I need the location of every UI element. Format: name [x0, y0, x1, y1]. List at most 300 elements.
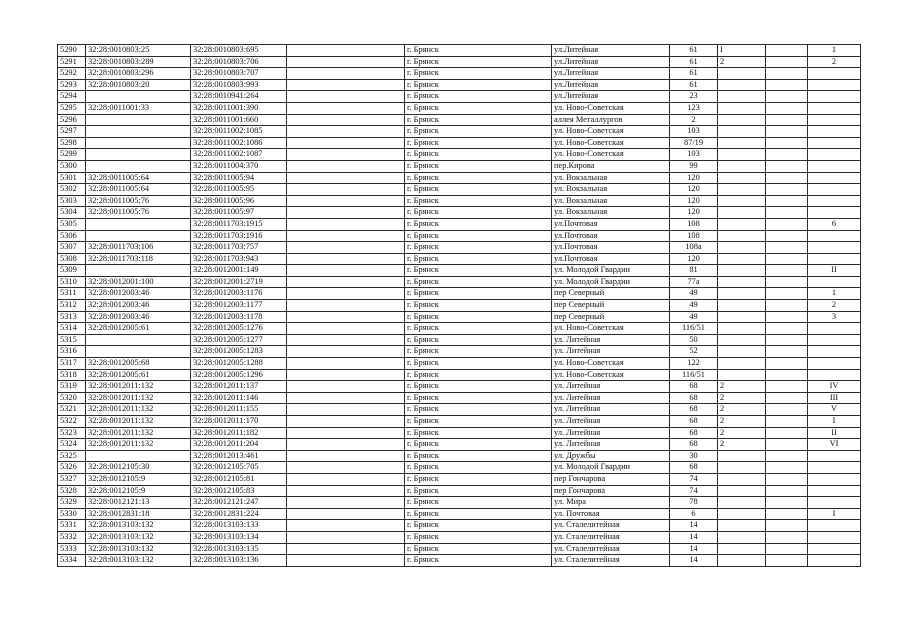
cell-parent-cadastral-number: 32:28:0011001:33: [86, 102, 191, 114]
cell-building: [718, 114, 766, 126]
table-row: [58, 346, 861, 358]
cell-apartment: [766, 56, 808, 68]
cell-blank-column: [287, 137, 405, 149]
table-row: [58, 207, 861, 219]
cell-parent-cadastral-number: 32:28:0012011:132: [86, 404, 191, 416]
cell-parent-cadastral-number: 32:28:0012003:46: [86, 311, 191, 323]
cell-building: [718, 137, 766, 149]
cell-building: [718, 102, 766, 114]
cell-unit-number: [808, 450, 861, 462]
cell-street: пер.Кирова: [552, 160, 670, 172]
table-row: [58, 265, 861, 277]
cell-blank-column: [287, 242, 405, 254]
cell-house-number: 120: [670, 172, 718, 184]
table-row: [58, 392, 861, 404]
cell-unit-number: [808, 485, 861, 497]
table-row: [58, 439, 861, 451]
cell-house-number: 74: [670, 473, 718, 485]
cell-house-number: 116/51: [670, 369, 718, 381]
cell-parent-cadastral-number: 32:28:0012121:13: [86, 497, 191, 509]
cell-unit-number: 2: [808, 300, 861, 312]
cell-apartment: [766, 416, 808, 428]
cell-street: ул. Почтовая: [552, 508, 670, 520]
cell-unit-number: [808, 91, 861, 103]
cell-house-number: 120: [670, 207, 718, 219]
cell-row-number: 5332: [58, 531, 86, 543]
cell-parent-cadastral-number: 32:28:0012011:132: [86, 427, 191, 439]
cell-apartment: [766, 91, 808, 103]
cell-cadastral-number: 32:28:0011005:95: [191, 184, 287, 196]
cell-row-number: 5319: [58, 381, 86, 393]
cell-street: ул.Литейная: [552, 91, 670, 103]
cell-apartment: [766, 358, 808, 370]
cell-unit-number: [808, 126, 861, 138]
cell-cadastral-number: 32:28:0012011:146: [191, 392, 287, 404]
cell-row-number: 5301: [58, 172, 86, 184]
cell-row-number: 5316: [58, 346, 86, 358]
cell-city: г. Брянск: [405, 184, 552, 196]
cell-row-number: 5302: [58, 184, 86, 196]
cell-street: ул. Литейная: [552, 392, 670, 404]
records-table: [57, 44, 861, 567]
cell-blank-column: [287, 381, 405, 393]
table-row: [58, 404, 861, 416]
cell-parent-cadastral-number: [86, 265, 191, 277]
cell-cadastral-number: 32:28:0012011:182: [191, 427, 287, 439]
cell-building: [718, 300, 766, 312]
cell-parent-cadastral-number: [86, 91, 191, 103]
cell-city: г. Брянск: [405, 102, 552, 114]
cell-house-number: 68: [670, 392, 718, 404]
cell-parent-cadastral-number: 32:28:0011005:76: [86, 207, 191, 219]
cell-apartment: [766, 531, 808, 543]
cell-house-number: 68: [670, 404, 718, 416]
cell-apartment: [766, 137, 808, 149]
cell-house-number: 61: [670, 68, 718, 80]
cell-building: [718, 346, 766, 358]
cell-building: [718, 369, 766, 381]
cell-house-number: 108а: [670, 242, 718, 254]
cell-cadastral-number: 32:28:0010941:264: [191, 91, 287, 103]
cell-apartment: [766, 126, 808, 138]
cell-building: [718, 288, 766, 300]
cell-building: 2: [718, 439, 766, 451]
cell-apartment: [766, 79, 808, 91]
cell-row-number: 5294: [58, 91, 86, 103]
cell-house-number: 68: [670, 439, 718, 451]
cell-city: г. Брянск: [405, 520, 552, 532]
cell-row-number: 5326: [58, 462, 86, 474]
cell-row-number: 5308: [58, 253, 86, 265]
cell-row-number: 5313: [58, 311, 86, 323]
cell-building: [718, 334, 766, 346]
cell-street: ул. Ново-Советская: [552, 149, 670, 161]
cell-street: пер Северный: [552, 300, 670, 312]
cell-blank-column: [287, 531, 405, 543]
cell-row-number: 5314: [58, 323, 86, 335]
cell-unit-number: [808, 369, 861, 381]
cell-cadastral-number: 32:28:0013103:133: [191, 520, 287, 532]
cell-city: г. Брянск: [405, 126, 552, 138]
cell-blank-column: [287, 114, 405, 126]
cell-street: пер Гончарова: [552, 473, 670, 485]
cell-row-number: 5303: [58, 195, 86, 207]
cell-house-number: 6: [670, 508, 718, 520]
cell-blank-column: [287, 416, 405, 428]
cell-apartment: [766, 334, 808, 346]
cell-cadastral-number: 32:28:0012011:137: [191, 381, 287, 393]
cell-parent-cadastral-number: [86, 126, 191, 138]
cell-cadastral-number: 32:28:0012005:1288: [191, 358, 287, 370]
cell-apartment: [766, 242, 808, 254]
cell-blank-column: [287, 265, 405, 277]
cell-cadastral-number: 32:28:0011703:943: [191, 253, 287, 265]
table-row: [58, 358, 861, 370]
cell-cadastral-number: 32:28:0012001:149: [191, 265, 287, 277]
table-row: [58, 508, 861, 520]
table-row: [58, 462, 861, 474]
cell-street: пер Гончарова: [552, 485, 670, 497]
table-row: [58, 497, 861, 509]
cell-apartment: [766, 404, 808, 416]
cell-house-number: 52: [670, 346, 718, 358]
cell-street: ул. Сталелитейная: [552, 520, 670, 532]
cell-unit-number: [808, 184, 861, 196]
cell-city: г. Брянск: [405, 68, 552, 80]
cell-cadastral-number: 32:28:0012005:1283: [191, 346, 287, 358]
cell-row-number: 5290: [58, 45, 86, 57]
cell-cadastral-number: 32:28:0012105:705: [191, 462, 287, 474]
cell-row-number: 5304: [58, 207, 86, 219]
cell-house-number: 120: [670, 184, 718, 196]
cell-street: ул.Почтовая: [552, 218, 670, 230]
cell-house-number: 87/19: [670, 137, 718, 149]
cell-city: г. Брянск: [405, 543, 552, 555]
document-page: [57, 44, 861, 567]
cell-house-number: 68: [670, 381, 718, 393]
cell-row-number: 5296: [58, 114, 86, 126]
cell-parent-cadastral-number: 32:28:0012011:132: [86, 416, 191, 428]
cell-unit-number: [808, 230, 861, 242]
cell-cadastral-number: 32:28:0011005:96: [191, 195, 287, 207]
table-row: [58, 195, 861, 207]
cell-street: ул. Ново-Советская: [552, 369, 670, 381]
cell-street: ул.Почтовая: [552, 253, 670, 265]
cell-parent-cadastral-number: [86, 160, 191, 172]
table-row: [58, 253, 861, 265]
cell-blank-column: [287, 126, 405, 138]
cell-parent-cadastral-number: 32:28:0010803:20: [86, 79, 191, 91]
cell-parent-cadastral-number: 32:28:0012005:61: [86, 323, 191, 335]
cell-street: ул. Ново-Советская: [552, 102, 670, 114]
cell-city: г. Брянск: [405, 462, 552, 474]
cell-street: ул. Дружбы: [552, 450, 670, 462]
cell-row-number: 5311: [58, 288, 86, 300]
cell-house-number: 14: [670, 531, 718, 543]
cell-parent-cadastral-number: 32:28:0011005:76: [86, 195, 191, 207]
cell-blank-column: [287, 45, 405, 57]
cell-cadastral-number: 32:28:0011002:1085: [191, 126, 287, 138]
cell-house-number: 123: [670, 102, 718, 114]
cell-unit-number: [808, 276, 861, 288]
cell-apartment: [766, 473, 808, 485]
cell-parent-cadastral-number: 32:28:0012011:132: [86, 392, 191, 404]
cell-row-number: 5328: [58, 485, 86, 497]
cell-street: ул.Литейная: [552, 45, 670, 57]
cell-apartment: [766, 497, 808, 509]
table-row: [58, 242, 861, 254]
cell-row-number: 5320: [58, 392, 86, 404]
cell-apartment: [766, 323, 808, 335]
cell-cadastral-number: 32:28:0012005:1277: [191, 334, 287, 346]
cell-cadastral-number: 32:28:0012105:83: [191, 485, 287, 497]
cell-building: I: [718, 45, 766, 57]
cell-street: ул.Литейная: [552, 79, 670, 91]
cell-street: ул. Литейная: [552, 346, 670, 358]
cell-blank-column: [287, 149, 405, 161]
cell-building: [718, 68, 766, 80]
cell-city: г. Брянск: [405, 404, 552, 416]
cell-unit-number: [808, 114, 861, 126]
cell-street: ул. Литейная: [552, 439, 670, 451]
cell-apartment: [766, 485, 808, 497]
cell-cadastral-number: 32:28:0011002:1087: [191, 149, 287, 161]
cell-street: аллея Металлургов: [552, 114, 670, 126]
cell-apartment: [766, 102, 808, 114]
cell-unit-number: [808, 323, 861, 335]
table-row: [58, 369, 861, 381]
cell-building: [718, 555, 766, 567]
cell-house-number: 61: [670, 79, 718, 91]
cell-street: ул. Вокзальная: [552, 195, 670, 207]
cell-row-number: 5318: [58, 369, 86, 381]
cell-cadastral-number: 32:28:0011703:1916: [191, 230, 287, 242]
cell-house-number: 61: [670, 56, 718, 68]
cell-city: г. Брянск: [405, 311, 552, 323]
table-row: [58, 102, 861, 114]
cell-blank-column: [287, 253, 405, 265]
cell-unit-number: [808, 242, 861, 254]
cell-building: 2: [718, 381, 766, 393]
cell-parent-cadastral-number: 32:28:0012105:30: [86, 462, 191, 474]
cell-cadastral-number: 32:28:0012003:1178: [191, 311, 287, 323]
cell-building: [718, 276, 766, 288]
table-row: [58, 450, 861, 462]
cell-parent-cadastral-number: 32:28:0013103:132: [86, 543, 191, 555]
cell-city: г. Брянск: [405, 497, 552, 509]
cell-street: ул. Ново-Советская: [552, 358, 670, 370]
cell-house-number: 68: [670, 416, 718, 428]
cell-blank-column: [287, 346, 405, 358]
cell-blank-column: [287, 172, 405, 184]
cell-parent-cadastral-number: 32:28:0013103:132: [86, 531, 191, 543]
cell-parent-cadastral-number: 32:28:0012003:46: [86, 288, 191, 300]
cell-house-number: 120: [670, 253, 718, 265]
cell-city: г. Брянск: [405, 323, 552, 335]
cell-parent-cadastral-number: [86, 450, 191, 462]
cell-blank-column: [287, 184, 405, 196]
cell-parent-cadastral-number: 32:28:0012001:100: [86, 276, 191, 288]
cell-unit-number: V: [808, 404, 861, 416]
cell-blank-column: [287, 427, 405, 439]
cell-house-number: 14: [670, 520, 718, 532]
cell-street: ул. Ново-Советская: [552, 323, 670, 335]
cell-street: ул. Молодой Гвардии: [552, 265, 670, 277]
cell-city: г. Брянск: [405, 276, 552, 288]
cell-cadastral-number: 32:28:0010803:993: [191, 79, 287, 91]
cell-row-number: 5324: [58, 439, 86, 451]
cell-cadastral-number: 32:28:0012105:81: [191, 473, 287, 485]
table-row: [58, 68, 861, 80]
cell-parent-cadastral-number: 32:28:0010803:25: [86, 45, 191, 57]
cell-blank-column: [287, 543, 405, 555]
cell-unit-number: [808, 68, 861, 80]
cell-city: г. Брянск: [405, 358, 552, 370]
cell-city: г. Брянск: [405, 195, 552, 207]
cell-house-number: 68: [670, 462, 718, 474]
table-row: [58, 381, 861, 393]
cell-parent-cadastral-number: 32:28:0011703:118: [86, 253, 191, 265]
cell-parent-cadastral-number: 32:28:0012105:9: [86, 473, 191, 485]
cell-building: 2: [718, 416, 766, 428]
cell-parent-cadastral-number: [86, 230, 191, 242]
cell-parent-cadastral-number: [86, 149, 191, 161]
cell-cadastral-number: 32:28:0013103:136: [191, 555, 287, 567]
cell-blank-column: [287, 288, 405, 300]
table-row: [58, 334, 861, 346]
cell-street: ул. Сталелитейная: [552, 555, 670, 567]
cell-city: г. Брянск: [405, 114, 552, 126]
table-row: [58, 323, 861, 335]
cell-blank-column: [287, 369, 405, 381]
cell-cadastral-number: 32:28:0012005:1276: [191, 323, 287, 335]
cell-row-number: 5307: [58, 242, 86, 254]
cell-building: [718, 497, 766, 509]
cell-blank-column: [287, 230, 405, 242]
cell-unit-number: 3: [808, 311, 861, 323]
cell-building: [718, 462, 766, 474]
cell-apartment: [766, 184, 808, 196]
cell-apartment: [766, 172, 808, 184]
cell-building: [718, 485, 766, 497]
cell-blank-column: [287, 323, 405, 335]
cell-building: [718, 358, 766, 370]
cell-parent-cadastral-number: 32:28:0011005:64: [86, 172, 191, 184]
table-row: [58, 126, 861, 138]
cell-unit-number: [808, 555, 861, 567]
table-row: [58, 300, 861, 312]
cell-apartment: [766, 149, 808, 161]
cell-unit-number: [808, 253, 861, 265]
cell-row-number: 5305: [58, 218, 86, 230]
cell-cadastral-number: 32:28:0012011:204: [191, 439, 287, 451]
table-row: [58, 172, 861, 184]
cell-city: г. Брянск: [405, 91, 552, 103]
cell-blank-column: [287, 462, 405, 474]
cell-city: г. Брянск: [405, 439, 552, 451]
cell-row-number: 5330: [58, 508, 86, 520]
cell-apartment: [766, 381, 808, 393]
cell-blank-column: [287, 450, 405, 462]
table-row: [58, 555, 861, 567]
cell-city: г. Брянск: [405, 218, 552, 230]
cell-unit-number: [808, 543, 861, 555]
cell-house-number: 81: [670, 265, 718, 277]
cell-apartment: [766, 450, 808, 462]
cell-unit-number: II: [808, 265, 861, 277]
cell-blank-column: [287, 555, 405, 567]
cell-house-number: 50: [670, 334, 718, 346]
table-row: [58, 91, 861, 103]
cell-street: ул.Литейная: [552, 56, 670, 68]
table-row: [58, 56, 861, 68]
cell-parent-cadastral-number: 32:28:0012005:61: [86, 369, 191, 381]
cell-house-number: 49: [670, 300, 718, 312]
cell-cadastral-number: 32:28:0011002:1086: [191, 137, 287, 149]
cell-blank-column: [287, 276, 405, 288]
cell-building: [718, 543, 766, 555]
cell-building: [718, 126, 766, 138]
cell-street: ул.Почтовая: [552, 230, 670, 242]
cell-apartment: [766, 253, 808, 265]
cell-apartment: [766, 68, 808, 80]
cell-apartment: [766, 45, 808, 57]
cell-row-number: 5297: [58, 126, 86, 138]
cell-city: г. Брянск: [405, 369, 552, 381]
cell-blank-column: [287, 473, 405, 485]
cell-street: ул. Молодой Гвардии: [552, 276, 670, 288]
cell-cadastral-number: 32:28:0010803:695: [191, 45, 287, 57]
table-row: [58, 149, 861, 161]
cell-unit-number: 1: [808, 288, 861, 300]
table-row: [58, 45, 861, 57]
cell-unit-number: III: [808, 392, 861, 404]
cell-parent-cadastral-number: [86, 334, 191, 346]
table-row: [58, 485, 861, 497]
cell-street: ул. Литейная: [552, 404, 670, 416]
cell-city: г. Брянск: [405, 242, 552, 254]
cell-street: ул. Вокзальная: [552, 207, 670, 219]
cell-building: [718, 253, 766, 265]
cell-blank-column: [287, 68, 405, 80]
cell-house-number: 99: [670, 160, 718, 172]
cell-cadastral-number: 32:28:0010803:707: [191, 68, 287, 80]
cell-row-number: 5300: [58, 160, 86, 172]
cell-building: [718, 265, 766, 277]
cell-house-number: 116/51: [670, 323, 718, 335]
cell-building: [718, 207, 766, 219]
cell-row-number: 5295: [58, 102, 86, 114]
cell-unit-number: 6: [808, 218, 861, 230]
cell-unit-number: [808, 79, 861, 91]
table-row: [58, 520, 861, 532]
cell-building: [718, 473, 766, 485]
cell-unit-number: [808, 195, 861, 207]
cell-cadastral-number: 32:28:0012003:1176: [191, 288, 287, 300]
cell-street: ул. Ново-Советская: [552, 137, 670, 149]
cell-blank-column: [287, 160, 405, 172]
cell-unit-number: VI: [808, 439, 861, 451]
cell-cadastral-number: 32:28:0011703:1915: [191, 218, 287, 230]
cell-blank-column: [287, 195, 405, 207]
cell-unit-number: [808, 334, 861, 346]
cell-row-number: 5306: [58, 230, 86, 242]
cell-building: [718, 230, 766, 242]
cell-house-number: 74: [670, 485, 718, 497]
cell-row-number: 5293: [58, 79, 86, 91]
cell-cadastral-number: 32:28:0013103:135: [191, 543, 287, 555]
cell-house-number: 23: [670, 91, 718, 103]
